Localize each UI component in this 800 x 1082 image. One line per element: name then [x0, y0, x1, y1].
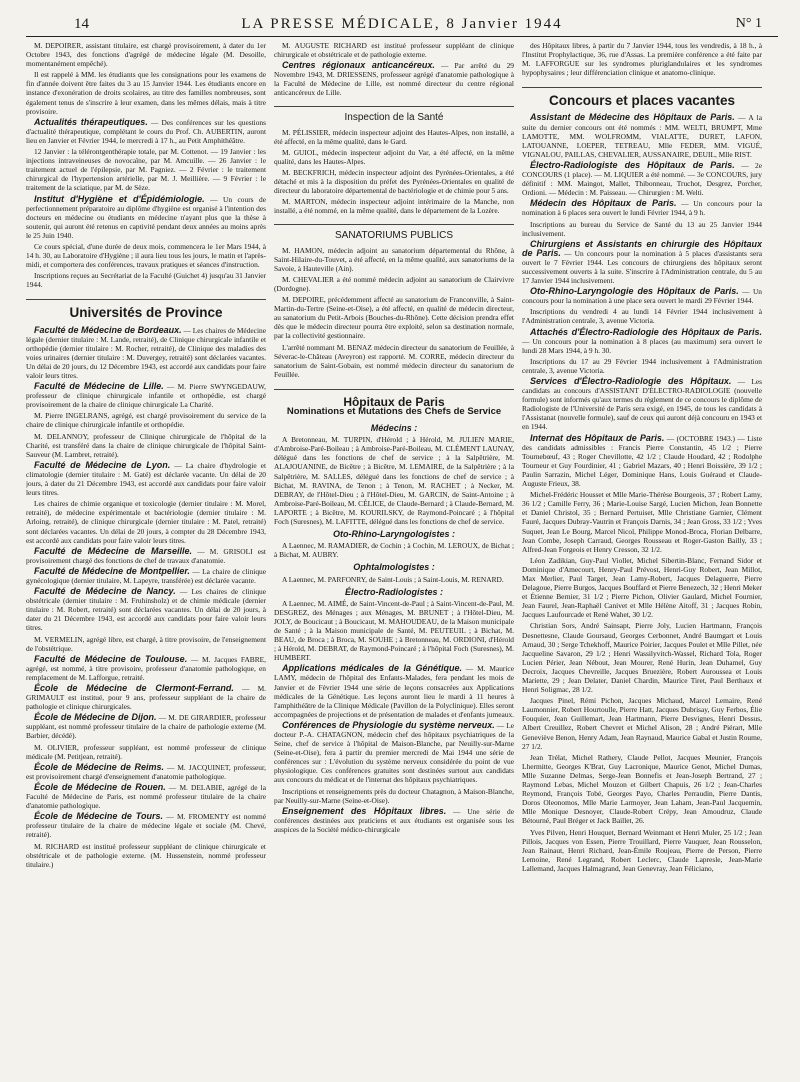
article-heading: Institut d'Hygiène et d'Épidémiologie.: [34, 193, 205, 204]
issue-number: N° 1: [735, 16, 762, 31]
article-heading: Assistant de Médecine des Hôpitaux de Paris.: [530, 112, 735, 123]
article-heading: École de Médecine de Reims.: [34, 761, 165, 772]
paragraph: M. PÉLISSIER, médecin inspecteur adjoint des Hautes-Alpes, non installé, a été affecté, en la même qualité, dans le Gard.: [274, 127, 514, 146]
article-heading: Faculté de Médecine de Marseille.: [34, 545, 192, 556]
article-heading: Actualités thérapeutiques.: [34, 116, 148, 127]
article-heading: Applications médicales de la Génétique.: [282, 663, 463, 674]
paragraph: 12 Janvier : la télérontgenthérapie totale, par M. Cottenot. — 19 Janvier : les injections intraveineuses de novocaïne, par M. Amcuille. — 26 Janvier : le traitement actuel de l'épilepsie, par M. Pagniez. — 2 Février : le traitement chirurgical de l'hypertension artérielle, par M. J. Meillière. — 9 Février : le traitement de la sciatique, par M. de Sèze.: [26, 147, 266, 193]
paragraph: Michel-Frédéric Housset et Mlle Marie-Thérèse Bourgeois, 37 ; Robert Lamy, 36 1/2 ; Camille Ferry, 36 ; Marie-Louise Sargé, Lucien Michon, Jean Bonnette et Daniel Christol, 35 ; Bernard Pertuiset, Mlle Christiane Garnier, Clément Fauré, Jacques Dubray-Vautrin et François Darnis, 34 ; Jean Gross, 33 1/2 ; Yves Suquet, Jean Le Bourg, Marcel Nicol, Philippe Monod-Broca, Florian Delbarre, Jean Combe, Joseph Carraud, Georges Rousseau et Roger-Gaston Bailly, 33 ; Alfred-Jean Forgeois et Henry Cresson, 32 1/2.: [522, 490, 762, 554]
subheading: Ophtalmologistes :: [353, 562, 435, 573]
article-heading: École de Médecine de Tours.: [34, 811, 163, 822]
paragraph: Yves Pilven, Henri Houquet, Bernard Weinmant et Henri Muler, 25 1/2 ; Jean Pillois, Jacques von Essen, Pierre Trouillard, Pierre Vauquer, Jean Rousselon, Jean Rainaut, Henri Richard, Jean-Émile Roujeau, Pierre de Person, Pierre Lemoine, René Legrand, Robert Leclerc, Claude Lapresle, Jean-Marie Lallemand, Jacques Halmagrand, Jean Genevray, Jean Féliciano,: [522, 827, 762, 873]
paragraph: M. MARTON, médecin inspecteur adjoint intérimaire de la Manche, non installé, a été nommé, en la même qualité, dans le département de la Lozère.: [274, 197, 514, 216]
article-heading: Services d'Électro-Radiologie des Hôpitaux.: [530, 376, 732, 386]
paragraph: des Hôpitaux libres, à partir du 7 Janvier 1944, tous les vendredis, à 18 h., à l'Institut Prophylactique, 36, rue d'Assas. La première conférence a été faite par M. LAFFORGUE sur les syndromes pluriglandulaires et les syndromes hypophysaires ; leur différenciation clinique et anatomo-clinique.: [522, 41, 762, 78]
paragraph: M. HAMON, médecin adjoint au sanatorium départemental du Rhône, à Saint-Hilaire-du-Touvet, a été affecté, en la même qualité, aux sanatoriums de la Savoie, à Hauteville (Ain).: [274, 245, 514, 273]
paragraph: M. DE GIRARDIER, professeur suppléant, est nommé professeur titulaire de la chaire de pathologie externe (M. Barbier, décédé).: [26, 713, 266, 741]
article-heading: Faculté de Médecine de Toulouse.: [34, 653, 188, 664]
paragraph: Il est rappelé à MM. les étudiants que les consignations pour les examens de fin d'année doivent être faites du 3 au 15 Janvier 1944. Les étudiants encore en instance d'exonération de droits scolaires, au titre des familles nombreuses, sont également tenus de s'inscrire à leur examen, dans les mêmes délais, mais à titre provisoire.: [26, 70, 266, 116]
article-heading: Oto-Rhino-Laryngologie des Hôpitaux de Paris.: [530, 286, 739, 297]
article-heading: Médecin des Hôpitaux de Paris.: [530, 198, 677, 209]
paragraph: A la suite du dernier concours ont été nommés : MM. WELTI, BRUMPT, Mme LAMOTTE, MM. WOLFROMM, VIALATTE, DURET, LAFON, LATOUANNE, LOEPER, TETREAU, Mlle FEDER, MM. VIGUÉ, VIGNALOU, PAILLAS, CHEVALIER, AUSSANAIRE, DEUIL, Mlle RIST.: [522, 113, 762, 159]
column-3: des Hôpitaux libres, à partir du 7 Janvier 1944, tous les vendredis, à 18 h., à l'Institut Prophylactique, 36, rue d'Assas. La première conférence a été faite par M. LAFFORGUE sur les syndromes pluriglandulaires et les syndromes hypophysaires ; leur différenciation clinique et anatomo-clinique. Concours et places vacantes Assistant de Médecine des Hôpitaux de Paris. — A la suite du dernier concours ont été nommés : MM. WELTI, BRUMPT, Mme LAMOTTE, MM. WOLFROMM, VIALATTE, DURET, LAFON, LATOUANNE, LOEPER, TETREAU, Mlle FEDER, MM. VIGUÉ, VIGNALOU, PAILLAS, CHEVALIER, AUSSANAIRE, DEUIL, Mlle RIST. Électro-Radiologiste des Hôpitaux de Paris. — 2e CONCOURS (1 place). — M. LIQUIER a été nommé. — 3e CONCOURS, jury définitif : MM. Maingot, Mallet, Thibonneau, Truchot, Desgrez, Porcher, Ordioni. — Médecin : M. Paisseau. — Chirurgien : M. Welti. Médecin des Hôpitaux de Paris. — Un concours pour la nomination à 6 places sera ouvert le lundi Février 1944, à 9 h. Inscriptions au bureau du Service de Santé du 13 au 25 Janvier 1944 inclusivement. Chirurgiens et Assistants en chirurgie des Hôpitaux de Paris. — Un concours pour la nomination à 5 places d'assistants sera ouvert le 7 Février 1944. Les concours de chirurgiens des hôpitaux seront successivement ouverts à la suite. S'inscrire à l'Administration centrale, du 5 au 17 Janvier 1944 inclusivement. Oto-Rhino-Laryngologie des Hôpitaux de Paris. — Un concours pour la nomination à une place sera ouvert le mardi 29 Février 1944. Inscriptions du vendredi 4 au lundi 14 Février 1944 inclusivement à l'Administration centrale, 3, avenue Victoria. Attachés d'Électro-Radiologie des Hôpitaux de Paris. — Un concours pour la nomination à 8 places (au maximum) sera ouvert le lundi 28 Mars 1944, à 9 h. 30. Inscriptions du 17 au 29 Février 1944 inclusivement à l'Administration centrale, 3, avenue Victoria. Services d'Électro-Radiologie des Hôpitaux. — Les candidats au concours d'ASSISTANT D'ÉLECTRO-RADIOLOGIE (nouvelle formule) sont informés qu'aux termes du règlement de ce concours le diplôme de Radiologiste de l'Université de Paris sera exigé, en 1945, de tous les candidats à l'Assistanat (nouvelle formule), sauf de ceux qui auront déjà concouru en 1943 et en 1944. Internat des Hôpitaux de Paris. — (OCTOBRE 1943.) — Liste des candidats admissibles : Francis Pierre Constantin, 45 1/2 ; Pierre Tournebœuf, 43 ; Roger Chevillotte, 42 1/2 ; Claude Houdard, 42 ; Rodolphe Tourneur et Guy Fourdinier, 41 ; Gabriel Mazars, 40 ; Henri Boissière, 39 1/2 ; Paulin Sarrazin, Michel Léger, Dominique Hans, Louis Guéraud et Claude-Auguste Frieux, 38. Michel-Frédéric Housset et Mlle Marie-Thérèse Bourgeois, 37 ; Robert Lamy, 36 1/2 ; Camille Ferry, 36 ; Marie-Louise Sargé, Lucien Michon, Jean Bonnette et Daniel Christol, 35 ; Bernard Pertuiset, Mlle Christiane Garnier, Clément Fauré, Jacques Dubray-Vautrin et François Darnis, 34 ; Jean Gross, 33 1/2 ; Yves Suquet, Jean Le Bourg, Marcel Nicol, Philippe Monod-Broca, Florian Delbarre, Jean Combe, Joseph Carraud, Georges Rousseau et Roger-Gaston Bailly, 33 ; Alfred-Jean Forgeois et Henry Cresson, 32 1/2. Léon Zadikian, Guy-Paul Viollet, Michel Sibertin-Blanc, Fernand Sidor et Dominique d'Amecourt, Henry-Paul Prévost, Henri-Guy Robert, Jean Millot, Max Merlier, Paul Target, Jean Lamy-Robert, Jacques Delaguerre, Pierre Delagoue, Pierre Burgos, Jacques Bouffard et Pierre Benezech, 32 ; Henri Meker et Étienne Bernier, 31 1/2 ; Pierre Pichon, Olivier Gaulard, Michel Fournier, Jean Faurel, Jean-Raphaël Canivet et Mlle Hélène Aitoff, 31 ; Jacques Robin, Jacques Laufourcade et René Wahet, 30 1/2. Christian Sors, André Sainsapt, Pierre Joly, Lucien Hartmann, François Desnettesne, Claude Goursaud, Georges Cerbonnet, André Baumgart et Louis Arnaud, 30 ; Serge Tchekhoff, Maurice Poirier, Jacques Poulet et Mlle Pillet, née Jacqueline Savaron, 29 1/2 ; Henri Wassilyvitch-Wassel, Richard Tola, Roger Lucien Périer, Jean Nébout, Jean Mourer, René Hurin, Jean Duhamel, Guy Decroix, Jacques Chevreille, Jacques Bruezière, Robert Auroussea et Louis Mariette, 29 ; Jean Delater, Daniel Chardin, Maurice Tiret, Paul Berthaux et Henri Soligmac, 28 1/2. Jacques Pinel, Rémi Pichon, Jacques Michaud, Marcel Lemaire, René Laumonnier, Robert Hourtoulle, Pierre Hatt, Jacques Dubrisay, Guy Ferbos, Élie Fouquier, Jean Guillemart, Jean Hartmann, Pierre Desvignes, Henri Dessus, Albert Creuillez, Robert Chevret et Michel Alison, 28 ; André Piérart, Mlle Geneviève Benon, Henry Adam, Jean Raynaud, Maurice Gabal et Justin Roume, 27 1/2. Jean Trélat, Michel Rathery, Claude Pellot, Jacques Meunier, François Lhermitte, Georges K'Brat, Guy Lacronique, Maurice Genot, Michel Dumas, Mlle Suzanne Delmas, Serge-Jean Bonnefis et Jean-Joseph Bertrand, 27 ; Raymond Lebas, Michel Mouzon et Gilbert Chapuis, 26 1/2 ; Jean-Charles Reymond, François Tobé, Georges Payo, Charles Perraudin, Pierre Dantis, Doros Oleonomos, Mlle Marie Larmoyer, Jean Laham, Jean-Paul Jacquemin, Mlle Monique Desnoyer, Claude-Robert Crépy, Jean Amoudruz, Claude Bétourné, Paul Bréger et Jack Baillet, 26. Yves Pilven, Henri Houquet, Bernard Weinmant et Henri Muler, 25 1/2 ; Jean Pillois, Jacques von Essen, Pierre Trouillard, Pierre Vauquer, Jean Rousselon, Jean Rainaut, Henri Richard, Jean-Émile Roujeau, Pierre de Person, Pierre Lemoine, René Legrand, Robert Leclerc, Claude Lapresle, Jean-Marie Lallemand, Jacques Halmagrand, Jean Genevray, Jean Féliciano,: [522, 41, 762, 873]
paragraph: Ce cours spécial, d'une durée de deux mois, commencera le 1er Mars 1944, à 14 h. 30, au Laboratoire d'Hygiène ; il aura lieu tous les jours, le matin et l'après-midi, et comportera des conférences, travaux pratiques et séances d'instruction.: [26, 241, 266, 270]
subheading: Électro-Radiologistes :: [344, 586, 443, 597]
paragraph: M. Maurice LAMY, médecin de l'hôpital des Enfants-Malades, fera pendant les mois de Janvier et de Février 1944 une série de leçons consacrées aux Applications médicales de la Génétique. Les leçons auront lieu le mardi à 11 heures à l'amphithéâtre de la Clinique Médicale (Pavillon de la Polyclinique). Elles seront accompagnées de projections et de présentation de malades et d'enfants jumeaux.: [274, 664, 514, 719]
paragraph: Inscriptions au bureau du Service de Santé du 13 au 25 Janvier 1944 inclusivement.: [522, 219, 762, 238]
paragraph: Le docteur P.-A. CHATAGNON, médecin chef des hôpitaux psychiatriques de la Seine, chef de service à l'hôpital de Maison-Blanche, par Neuilly-sur-Marne (Seine-et-Oise), fera à partir du premier mercredi de Mai 1944 une série de conférences sur : L'évolution du système nerveux considérée du point de vue physiologique. Ces conférences gratuites sont destinées surtout aux candidats aux concours du médicat et de l'internat des hôpitaux psychiatriques.: [274, 720, 514, 785]
article-heading: Faculté de Médecine de Lyon.: [34, 459, 171, 470]
paragraph: A Laennec, M. AIMÉ, de Saint-Vincent-de-Paul ; à Saint-Vincent-de-Paul, M. DESGREZ, des Ménages ; aux Ménages, M. BRUNET ; à l'Hôtel-Dieu, M. JOLY, de Boucicaut ; à Boucicaut, M. MAHOUDEAU, de la Maison municipale de Santé ; à la Maison municipale de Santé, M. PEUTEUIL ; à Bichat, M. BEAU, de Broca ; à Broca, M. SOUHE ; à Bretonneau, M. ORDIONI, d'Hérold ; à Hérold, M. DEBRAT, de Raymond-Poincaré ; à l'hôpital Foch (Suresnes), M. HUMBERT.: [274, 598, 514, 663]
page-header: [26, 14, 778, 37]
paragraph: Inscriptions du 17 au 29 Février 1944 inclusivement à l'Administration centrale, 3, avenue Victoria.: [522, 356, 762, 375]
subheading: Médecins :: [370, 423, 418, 434]
paragraph: Jean Trélat, Michel Rathery, Claude Pellot, Jacques Meunier, François Lhermitte, Georges K'Brat, Guy Lacronique, Maurice Genot, Michel Dumas, Mlle Suzanne Delmas, Serge-Jean Bonnefis et Jean-Joseph Bertrand, 27 ; Raymond Lebas, Michel Mouzon et Gilbert Chapuis, 26 1/2 ; Jean-Charles Reymond, François Tobé, Georges Payo, Charles Perraudin, Pierre Dantis, Doros Oleonomos, Mlle Marie Larmoyer, Jean Laham, Jean-Paul Jacquemin, Mlle Monique Desnoyer, Claude-Robert Crépy, Jean Amoudruz, Claude Bétourné, Paul Bréger et Jack Baillet, 26.: [522, 752, 762, 826]
paragraph: Inscriptions et renseignements près du docteur Chatagnon, à Maison-Blanche, par Neuilly-sur-Marne (Seine-et-Oise).: [274, 786, 514, 805]
paragraph: Jacques Pinel, Rémi Pichon, Jacques Michaud, Marcel Lemaire, René Laumonnier, Robert Hourtoulle, Pierre Hatt, Jacques Dubrisay, Guy Ferbos, Élie Fouquier, Jean Guillemart, Jean Hartmann, Pierre Desvignes, Henri Dessus, Albert Creuillez, Robert Chevret et Michel Alison, 28 ; André Piérart, Mlle Geneviève Benon, Henry Adam, Jean Raynaud, Maurice Gabal et Justin Roume, 27 1/2.: [522, 696, 762, 751]
paragraph: La chaire de clinique gynécologique (dernier titulaire, M. Lapeyre, transférée) est déclarée vacante.: [26, 566, 266, 585]
article-heading: École de Médecine de Dijon.: [34, 712, 157, 723]
paragraph: M. FROMENTY est nommé professeur titulaire de la chaire de médecine légale et sociale (M. Chevé, retraité).: [26, 812, 266, 840]
article-heading: École de Médecine de Rouen.: [34, 781, 166, 792]
section-heading: Inspection de la Santé: [274, 106, 514, 122]
paragraph: Par arrêté du 29 Novembre 1943, M. DRIESSENS, professeur agrégé d'anatomie pathologique à la Faculté de Médecine de Lille, est nommé directeur du centre régional anticancéreux de Lille.: [274, 61, 514, 98]
paragraph: Un cours de perfectionnement préparatoire au diplôme d'hygiène est organisé à l'intention des docteurs en médecine ou étudiants en médecine n'ayant plus que la thèse à soutenir, qui auront été retenus en captivité pendant deux années au moins après le 25 Juin 1940.: [26, 194, 266, 240]
paragraph: M. DELANNOY, professeur de Clinique chirurgicale de l'hôpital de la Charité, est transféré dans la chaire de clinique chirurgicale de l'hôpital Saint-Sauveur (M. Lambret, retraité).: [26, 431, 266, 459]
article-heading: Attachés d'Électro-Radiologie des Hôpitaux de Paris.: [530, 326, 762, 337]
paragraph: M. OLIVIER, professeur suppléant, est nommé professeur de clinique médicale (M. Petitjean, retraité).: [26, 742, 266, 761]
paragraph: 2e CONCOURS (1 place). — M. LIQUIER a été nommé. — 3e CONCOURS, jury définitif : MM. Maingot, Mallet, Thibonneau, Truchot, Desgrez, Porcher, Ordioni. — Médecin : M. Paisseau. — Chirurgien : M. Welti.: [522, 160, 762, 198]
section-heading: Universités de Province: [26, 299, 266, 317]
section-heading: SANATORIUMS PUBLICS: [274, 224, 514, 240]
subheading: Oto-Rhino-Laryngologistes :: [333, 529, 455, 540]
article-heading: Faculté de Médecine de Bordeaux.: [34, 324, 182, 335]
article-heading: Faculté de Médecine de Nancy.: [34, 586, 176, 597]
paragraph: Un concours pour la nomination à une place sera ouvert le mardi 29 Février 1944.: [522, 287, 762, 306]
column-2: M. AUGUSTE RICHARD est institué professeur suppléant de clinique chirurgicale et obstétricale et de pathologie externe. Centres régionaux anticancéreux. — Par arrêté du 29 Novembre 1943, M. DRIESSENS, professeur agrégé d'anatomie pathologique à la Faculté de Médecine de Lille, est nommé directeur du centre régional anticancéreux de Lille. Inspection de la Santé M. PÉLISSIER, médecin inspecteur adjoint des Hautes-Alpes, non installé, a été affecté, en la même qualité, dans le Gard. M. GUIOL, médecin inspecteur adjoint du Var, a été affecté, en la même qualité, dans les Hautes-Alpes. M. BECKFRICH, médecin inspecteur adjoint des Pyrénées-Orientales, a été détaché et mis à la disposition du préfet des Pyrénées-Orientales en qualité de directeur du laboratoire départemental de bactériologie et de chimie pour 5 ans. M. MARTON, médecin inspecteur adjoint intérimaire de la Manche, non installé, a été nommé, en la même qualité, dans le département de la Lozère. SANATORIUMS PUBLICS M. HAMON, médecin adjoint au sanatorium départemental du Rhône, à Saint-Hilaire-du-Touvet, a été affecté, en la même qualité, aux sanatoriums de la Savoie, à Hauteville (Ain). M. CHEVALIER a été nommé médecin adjoint au sanatorium de Clairvivre (Dordogne). M. DEPOIRE, précédemment affecté au sanatorium de Franconville, à Saint-Martin-du-Tertre (Seine-et-Oise), a été affecté, en qualité de médecin directeur, au sanatorium du Petit-Arbois (Bouches-du-Rhône). Cette décision prendra effet dès que le médecin directeur pourra être exploité, selon sa destination normale, par la collectivité gestionnaire. L'arrêté nommant M. BENAZ médecin directeur du sanatorium de Feuillée, à Séverac-le-Château (Aveyron) est rapporté. M. CORRE, médecin directeur du sanatorium de Saint-Gobain, est nommé médecin directeur du sanatorium de Feuillée. Hôpitaux de Paris Nominations et Mutations des Chefs de Service Médecins : A Bretonneau, M. TURPIN, d'Hérold ; à Hérold, M. JULIEN MARIE, d'Ambroise-Paré-Boileau ; à Ambroise-Paré-Boileau, M. CLÉMENT LAUNAY, délégué dans les fonctions de chef de service ; à la Salpêtrière, M. ALAJOUANINE, de Bicêtre ; à Bicêtre, M. LEMAIRE, de la Salpêtrière ; à la Salpêtrière, M. SALLES, délégué dans les fonctions de chef de service ; à Bichat, M. RAVINA, de Tenon ; à Tenon, M. RACHET ; à Necker, M. DEBRAY, de l'Hôtel-Dieu ; à l'Hôtel-Dieu, M. GARCIN, de Saint-Antoine ; à Ambroise-Paré-Boileau, M. CÉLICE, de Claude-Bernard ; à Claude-Bernard, M. LAPORTE ; à Bicêtre, M. KOURILSKY, de Raymond-Poincaré ; à l'hôpital Foch (Suresnes), M. LAFITTE, délégué dans les fonctions de chef de service. Oto-Rhino-Laryngologistes : A Laennec, M. RAMADIER, de Cochin ; à Cochin, M. LEROUX, de Bichat ; à Bichat, M. AUBRY. Ophtalmologistes : A Laennec, M. PARFONRY, de Saint-Louis ; à Saint-Louis, M. RENARD. Électro-Radiologistes : A Laennec, M. AIMÉ, de Saint-Vincent-de-Paul ; à Saint-Vincent-de-Paul, M. DESGREZ, des Ménages ; aux Ménages, M. BRUNET ; à l'Hôtel-Dieu, M. JOLY, de Boucicaut ; à Boucicaut, M. MAHOUDEAU, de la Maison municipale de Santé ; à la Maison municipale de Santé, M. PEUTEUIL ; à Bichat, M. BEAU, de Broca ; à Broca, M. SOUHE ; à Bretonneau, M. ORDIONI, d'Hérold ; à Hérold, M. DEBRAT, de Raymond-Poincaré ; à l'hôpital Foch (Suresnes), M. HUMBERT. Applications médicales de la Génétique. — M. Maurice LAMY, médecin de l'hôpital des Enfants-Malades, fera pendant les mois de Janvier et de Février 1944 une série de leçons consacrées aux Applications médicales de la Génétique. Les leçons auront lieu le mardi à 11 heures à l'amphithéâtre de la Clinique Médicale (Pavillon de la Polyclinique). Elles seront accompagnées de projections et de présentation de malades et d'enfants jumeaux. Conférences de Physiologie du système nerveux. — Le docteur P.-A. CHATAGNON, médecin chef des hôpitaux psychiatriques de la Seine, chef de service à l'hôpital de Maison-Blanche, par Neuilly-sur-Marne (Seine-et-Oise), fera à partir du premier mercredi de Mai 1944 une série de conférences sur : L'évolution du système nerveux considérée du point de vue physiologique. Ces conférences gratuites sont destinées surtout aux candidats aux concours du médicat et de l'internat des hôpitaux psychiatriques. Inscriptions et renseignements près du docteur Chatagnon, à Maison-Blanche, par Neuilly-sur-Marne (Seine-et-Oise). Enseignement des Hôpitaux libres. — Une série de conférences destinées aux praticiens et aux étudiants est organisée sous les auspices de la Société médico-chirurgicale: [274, 41, 514, 834]
paragraph: Un concours pour la nomination à 8 places (au maximum) sera ouvert le lundi 28 Mars 1944, à 9 h. 30.: [522, 336, 762, 355]
paragraph: M. Pierre INGELRANS, agrégé, est chargé provisoirement du service de la chaire de clinique chirurgicale infantile et orthopédie.: [26, 411, 266, 430]
paragraph: M. GRIMAULT est institué, pour 9 ans, professeur suppléant de la chaire de pathologie et clinique chirurgicales.: [26, 684, 266, 712]
paragraph: M. BECKFRICH, médecin inspecteur adjoint des Pyrénées-Orientales, a été détaché et mis à la disposition du préfet des Pyrénées-Orientales en qualité de directeur du laboratoire départemental de bactériologie et de chimie pour 5 ans.: [274, 168, 514, 196]
paragraph: M. CHEVALIER a été nommé médecin adjoint au sanatorium de Clairvivre (Dordogne).: [274, 274, 514, 293]
paragraph: M. GRISOLI est provisoirement chargé des fonctions de chef de travaux d'anatomie.: [26, 546, 266, 565]
paragraph: Léon Zadikian, Guy-Paul Viollet, Michel Sibertin-Blanc, Fernand Sidor et Dominique d'Amecourt, Henry-Paul Prévost, Henri-Guy Robert, Jean Millot, Max Merlier, Paul Target, Jean Lamy-Robert, Jacques Delaguerre, Pierre Delagoue, Pierre Burgos, Jacques Bouffard et Pierre Benezech, 32 ; Henri Meker et Étienne Bernier, 31 1/2 ; Pierre Pichon, Olivier Gaulard, Michel Fournier, Jean Faurel, Jean-Raphaël Canivet et Mlle Hélène Aitoff, 31 ; Jacques Robin, Jacques Laufourcade et René Wahet, 30 1/2.: [522, 555, 762, 620]
section-title: Hôpitaux de Paris: [343, 394, 445, 409]
paragraph: M. Jacques FABRE, agrégé, est nommé, à titre provisoire, professeur d'anatomie pathologique, en remplacement de M. Lafforgue, retraité.: [26, 654, 266, 682]
paragraph: M. JACQUINET, professeur, est provisoirement chargé d'enseignement d'anatomie pathologique.: [26, 762, 266, 781]
newspaper-title: LA PRESSE MÉDICALE, 8 Janvier 1944: [241, 16, 563, 32]
column-1: M. DEPOIRER, assistant titulaire, est chargé provisoirement, à dater du 1er Octobre 1943, des fonctions d'agrégé de médecine légale (M. Desoille, momentanément empêché). Il est rappelé à MM. les étudiants que les consignations pour les examens de fin d'année doivent être faites du 3 au 15 Janvier 1944. Les étudiants encore en instance d'exonération de droits scolaires, au titre des familles nombreuses, sont également tenus de s'inscrire à leur examen, dans les mêmes délais, mais à titre provisoire. Actualités thérapeutiques. — Des conférences sur les questions d'actualité thérapeutique, complétant le cours du Prof. Ch. AUBERTIN, auront lieu en Janvier et Février 1944, le mercredi à 17 h., au Petit Amphithéâtre. 12 Janvier : la télérontgenthérapie totale, par M. Cottenot. — 19 Janvier : les injections intraveineuses de novocaïne, par M. Amcuille. — 26 Janvier : le traitement actuel de l'épilepsie, par M. Pagniez. — 2 Février : le traitement chirurgical de l'hypertension artérielle, par M. J. Meillière. — 9 Février : le traitement de la sciatique, par M. de Sèze. Institut d'Hygiène et d'Épidémiologie. — Un cours de perfectionnement préparatoire au diplôme d'hygiène est organisé à l'intention des docteurs en médecine ou étudiants en médecine n'ayant plus que la thèse à soutenir, qui auront été retenus en captivité pendant deux années au moins après le 25 Juin 1940. Ce cours spécial, d'une durée de deux mois, commencera le 1er Mars 1944, à 14 h. 30, au Laboratoire d'Hygiène ; il aura lieu tous les jours, le matin et l'après-midi, et comportera des conférences, travaux pratiques et séances d'instruction. Inscriptions reçues au Secrétariat de la Faculté (Guichet 4) jusqu'au 31 Janvier 1944. Universités de Province Faculté de Médecine de Bordeaux. — Les chaires de Médecine légale (dernier titulaire : M. Lande, retraité), de Clinique chirurgicale infantile et orthopédie (dernier titulaire : M. Rocher, retraité), de Clinique des maladies des voies urinaires (dernier titulaire : M. Duvergey, retraité) sont déclarées vacantes. Un délai de 20 jours, du 12 Décembre 1943, est accordé aux candidats pour faire valoir leurs titres. Faculté de Médecine de Lille. — M. Pierre SWYNGEDAUW, professeur de clinique chirurgicale infantile et orthopédie, est chargé provisoirement de la chaire de clinique chirurgicale La Charité. M. Pierre INGELRANS, agrégé, est chargé provisoirement du service de la chaire de clinique chirurgicale infantile et orthopédie. M. DELANNOY, professeur de Clinique chirurgicale de l'hôpital de la Charité, est transféré dans la chaire de clinique chirurgicale de l'hôpital Saint-Sauveur (M. Lambret, retraité). Faculté de Médecine de Lyon. — La chaire d'hydrologie et climatologie (dernier titulaire : M. Gaté) est déclarée vacante. Un délai de 20 jours, à dater du 21 Décembre 1943, est accordé aux candidats pour faire valoir leurs titres. Les chaires de chimie organique et toxicologie (dernier titulaire : M. Morel, retraité), de médecine expérimentale et bactériologie (dernier titulaire : M. Arloing, retraité), de clinique chirurgicale (dernier titulaire : M. Patel, retraité) sont déclarées vacantes. Un délai de 20 jours, à compter du 28 Décembre 1943, est accordé aux candidats pour faire valoir leurs titres. Faculté de Médecine de Marseille. — M. GRISOLI est provisoirement chargé des fonctions de chef de travaux d'anatomie. Faculté de Médecine de Montpellier. — La chaire de clinique gynécologique (dernier titulaire, M. Lapeyre, transférée) est déclarée vacante. Faculté de Médecine de Nancy. — Les chaires de clinique obstétricale (dernier titulaire : M. Fruhinsholz) et de chimie médicale (dernier titulaire : M. Robert, retraité) sont déclarées vacantes. Un délai de 20 jours, à dater du 21 Décembre 1943, est accordé aux candidats pour faire valoir leurs titres. M. VERMELIN, agrégé libre, est chargé, à titre provisoire, de l'enseignement de l'obstétrique. Faculté de Médecine de Toulouse. — M. Jacques FABRE, agrégé, est nommé, à titre provisoire, professeur d'anatomie pathologique, en remplacement de M. Lafforgue, retraité. École de Médecine de Clermont-Ferrand. — M. GRIMAULT est institué, pour 9 ans, professeur suppléant de la chaire de pathologie et clinique chirurgicales. École de Médecine de Dijon. — M. DE GIRARDIER, professeur suppléant, est nommé professeur titulaire de la chaire de pathologie externe (M. Barbier, décédé). M. OLIVIER, professeur suppléant, est nommé professeur de clinique médicale (M. Petitjean, retraité). École de Médecine de Reims. — M. JACQUINET, professeur, est provisoirement chargé d'enseignement d'anatomie pathologique. École de Médecine de Rouen. — M. DELABIE, agrégé de la Faculté de Médecine de Paris, est nommé professeur titulaire de la chaire d'anatomie pathologique. École de Médecine de Tours. — M. FROMENTY est nommé professeur titulaire de la chaire de médecine légale et sociale (M. Chevé, retraité). M. RICHARD est institué professeur suppléant de clinique chirurgicale et obstétricale et de pathologie externe. (M. Hussenstein, nommé professeur titulaire.): [26, 41, 266, 869]
article-heading: École de Médecine de Clermont-Ferrand.: [34, 683, 234, 693]
paragraph: A Laennec, M. PARFONRY, de Saint-Louis ; à Saint-Louis, M. RENARD.: [282, 574, 504, 584]
paragraph: M. Pierre SWYNGEDAUW, professeur de clinique chirurgicale infantile et orthopédie, est chargé provisoirement de la chaire de clinique chirurgicale La Charité.: [26, 382, 266, 410]
paragraph: Inscriptions du vendredi 4 au lundi 14 Février 1944 inclusivement à l'Administration centrale, 3, avenue Victoria.: [522, 307, 762, 326]
article-heading: Faculté de Médecine de Lille.: [34, 381, 164, 392]
paragraph: M. DEPOIRE, précédemment affecté au sanatorium de Franconville, à Saint-Martin-du-Tertre (Seine-et-Oise), a été affecté, en qualité de médecin directeur, au sanatorium du Petit-Arbois (Bouches-du-Rhône). Cette décision prendra effet dès que le médecin directeur pourra être exploité, selon sa destination normale, par la collectivité gestionnaire.: [274, 295, 514, 341]
article-heading: Internat des Hôpitaux de Paris.: [530, 432, 665, 443]
paragraph: M. RICHARD est institué professeur suppléant de clinique chirurgicale et obstétricale et de pathologie externe. (M. Hussenstein, nommé professeur titulaire.): [26, 841, 266, 869]
article-heading: Chirurgiens et Assistants en chirurgie des Hôpitaux de Paris.: [522, 238, 762, 258]
paragraph: M. VERMELIN, agrégé libre, est chargé, à titre provisoire, de l'enseignement de l'obstétrique.: [26, 634, 266, 653]
paragraph: Des conférences sur les questions d'actualité thérapeutique, complétant le cours du Prof. Ch. AUBERTIN, auront lieu en Janvier et Février 1944, le mercredi à 17 h., au Petit Amphithéâtre.: [26, 117, 266, 145]
paragraph: A Bretonneau, M. TURPIN, d'Hérold ; à Hérold, M. JULIEN MARIE, d'Ambroise-Paré-Boileau ; à Ambroise-Paré-Boileau, M. CLÉMENT LAUNAY, délégué dans les fonctions de chef de service ; à la Salpêtrière, M. ALAJOUANINE, de Bicêtre ; à Bicêtre, M. LEMAIRE, de la Salpêtrière ; à la Salpêtrière, M. SALLES, délégué dans les fonctions de chef de service ; à Bichat, M. RAVINA, de Tenon ; à Tenon, M. RACHET ; à Necker, M. DEBRAY, de l'Hôtel-Dieu ; à l'Hôtel-Dieu, M. GARCIN, de Saint-Antoine ; à Ambroise-Paré-Boileau, M. CÉLICE, de Claude-Bernard ; à Claude-Bernard, M. LAPORTE ; à Bicêtre, M. KOURILSKY, de Raymond-Poincaré ; à l'hôpital Foch (Suresnes), M. LAFITTE, délégué dans les fonctions de chef de service.: [274, 435, 514, 527]
article-heading: Enseignement des Hôpitaux libres.: [282, 805, 447, 816]
paragraph: M. GUIOL, médecin inspecteur adjoint du Var, a été affecté, en la même qualité, dans les Hautes-Alpes.: [274, 147, 514, 166]
section-heading: Concours et places vacantes: [522, 87, 762, 105]
paragraph: L'arrêté nommant M. BENAZ médecin directeur du sanatorium de Feuillée, à Séverac-le-Château (Aveyron) est rapporté. M. CORRE, médecin directeur du sanatorium de Saint-Gobain, est nommé médecin directeur du sanatorium de Feuillée.: [274, 342, 514, 379]
paragraph: Les chaires de Médecine légale (dernier titulaire : M. Lande, retraité), de Clinique chirurgicale infantile et orthopédie (dernier titulaire : M. Rocher, retraité), de Clinique des maladies des voies urinaires (dernier titulaire : M. Duvergey, retraité) sont déclarées vacantes. Un délai de 20 jours, du 12 Décembre 1943, est accordé aux candidats pour faire valoir leurs titres.: [26, 325, 266, 380]
paragraph: Inscriptions reçues au Secrétariat de la Faculté (Guichet 4) jusqu'au 31 Janvier 1944.: [26, 271, 266, 290]
paragraph: Un concours pour la nomination à 5 places d'assistants sera ouvert le 7 Février 1944. Les concours de chirurgiens des hôpitaux seront successivement ouverts à la suite. S'inscrire à l'Administration centrale, du 5 au 17 Janvier 1944 inclusivement.: [522, 248, 762, 286]
article-heading: Faculté de Médecine de Montpellier.: [34, 565, 190, 576]
paragraph: Les chaires de clinique obstétricale (dernier titulaire : M. Fruhinsholz) et de chimie médicale (dernier titulaire : M. Robert, retraité) sont déclarées vacantes. Un délai de 20 jours, à dater du 21 Décembre 1943, est accordé aux candidats pour faire valoir leurs titres.: [26, 587, 266, 633]
paragraph: Une série de conférences destinées aux praticiens et aux étudiants est organisée sous les auspices de la Société médico-chirurgicale: [274, 806, 514, 834]
paragraph: La chaire d'hydrologie et climatologie (dernier titulaire : M. Gaté) est déclarée vacante. Un délai de 20 jours, à dater du 21 Décembre 1943, est accordé aux candidats pour faire valoir leurs titres.: [26, 460, 266, 498]
paragraph: M. AUGUSTE RICHARD est institué professeur suppléant de clinique chirurgicale et obstétricale et de pathologie externe.: [274, 41, 514, 60]
article-heading: Électro-Radiologiste des Hôpitaux de Paris.: [530, 159, 735, 170]
paragraph: Un concours pour la nomination à 6 places sera ouvert le lundi Février 1944, à 9 h.: [522, 199, 762, 218]
paragraph: M. DELABIE, agrégé de la Faculté de Médecine de Paris, est nommé professeur titulaire de la chaire d'anatomie pathologique.: [26, 782, 266, 811]
hospital-section-heading: [274, 389, 514, 416]
article-heading: Conférences de Physiologie du système nerveux.: [282, 719, 495, 730]
article-heading: Centres régionaux anticancéreux.: [282, 60, 435, 71]
paragraph: M. DEPOIRER, assistant titulaire, est chargé provisoirement, à dater du 1er Octobre 1943, des fonctions d'agrégé de médecine légale (M. Desoille, momentanément empêché).: [26, 41, 266, 69]
section-subtitle: Nominations et Mutations des Chefs de Service: [286, 406, 502, 417]
paragraph: Christian Sors, André Sainsapt, Pierre Joly, Lucien Hartmann, François Desnettesne, Claude Goursaud, Georges Cerbonnet, André Baumgart et Louis Arnaud, 30 ; Serge Tchekhoff, Maurice Poirier, Jacques Poulet et Mlle Pillet, née Jacqueline Savaron, 29 1/2 ; Henri Wassilyvitch-Wassel, Richard Tola, Roger Lucien Périer, Jean Nébout, Jean Mourer, René Hurin, Jean Duhamel, Guy Decroix, Jacques Chevreille, Jacques Bruezière, Robert Auroussea et Louis Mariette, 29 ; Jean Delater, Daniel Chardin, Maurice Tiret, Paul Berthaux et Henri Soligmac, 28 1/2.: [522, 621, 762, 695]
paragraph: Les chaires de chimie organique et toxicologie (dernier titulaire : M. Morel, retraité), de médecine expérimentale et bactériologie (dernier titulaire : M. Arloing, retraité), de clinique chirurgicale (dernier titulaire : M. Patel, retraité) sont déclarées vacantes. Un délai de 20 jours, à compter du 28 Décembre 1943, est accordé aux candidats pour faire valoir leurs titres.: [26, 499, 266, 545]
paragraph: (OCTOBRE 1943.) — Liste des candidats admissibles : Francis Pierre Constantin, 45 1/2 ; Pierre Tournebœuf, 43 ; Roger Chevillotte, 42 1/2 ; Claude Houdard, 42 ; Rodolphe Tourneur et Guy Fourdinier, 41 ; Gabriel Mazars, 40 ; Henri Boissière, 39 1/2 ; Paulin Sarrazin, Michel Léger, Dominique Hans, Louis Guéraud et Claude-Auguste Frieux, 38.: [522, 433, 762, 489]
paragraph: A Laennec, M. RAMADIER, de Cochin ; à Cochin, M. LEROUX, de Bichat ; à Bichat, M. AUBRY.: [274, 541, 514, 560]
paragraph: Les candidats au concours d'ASSISTANT D'ÉLECTRO-RADIOLOGIE (nouvelle formule) sont informés qu'aux termes du règlement de ce concours le diplôme de Radiologiste de l'Université de Paris sera exigé, en 1945, de tous les candidats à l'Assistanat (nouvelle formule), sauf de ceux qui auront déjà concouru en 1943 et en 1944.: [522, 377, 762, 432]
page-number: 14: [74, 16, 89, 32]
